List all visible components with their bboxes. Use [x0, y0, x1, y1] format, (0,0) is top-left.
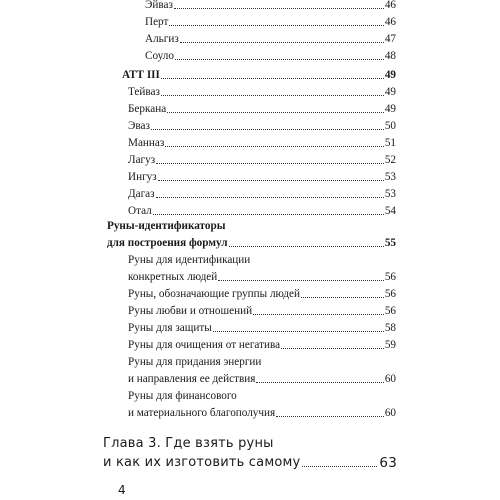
toc-leader [256, 382, 383, 383]
toc-leader [213, 331, 384, 332]
toc-leader [151, 129, 384, 130]
toc-leader [276, 416, 384, 417]
toc-entry-page: 60 [384, 373, 396, 385]
toc-leader [218, 280, 384, 281]
toc-leader [301, 297, 384, 298]
chapter-page: 63 [379, 455, 397, 471]
toc-leader [165, 146, 384, 147]
chapter-title-line2: и как их изготовить самому [103, 455, 301, 470]
toc-entry [128, 322, 396, 335]
toc-entry-title: Тейваз [128, 86, 160, 98]
toc-leader [158, 180, 384, 181]
toc-leader [253, 314, 384, 315]
toc-entry-title: Манназ [128, 137, 165, 149]
toc-chapter-3 [103, 436, 397, 471]
chapter-title-row [103, 455, 397, 471]
toc-section-att-iii [122, 69, 396, 82]
toc-entry-title: Руны любви и отношений [128, 305, 253, 317]
toc-entry-page: 58 [384, 322, 396, 334]
toc-entry-title: и материального благополучия [128, 407, 276, 419]
toc-entry-title: Беркана [128, 103, 167, 115]
toc-entry-page: 50 [384, 120, 396, 132]
toc-entry [128, 339, 396, 352]
toc-entry [128, 86, 396, 99]
toc-entry-title: Соуло [145, 50, 174, 62]
toc-entry-title: Альгиз [145, 33, 179, 45]
toc-entry-page: 53 [384, 171, 396, 183]
toc-entry [128, 188, 396, 201]
toc-entry [145, 33, 396, 46]
toc-entry-title: Лагуз [128, 154, 156, 166]
toc-entry [107, 237, 396, 250]
toc-leader [161, 95, 384, 96]
toc-entry-page: 55 [384, 237, 396, 249]
toc-entry-page: 54 [384, 205, 396, 217]
toc-entry-title: Руны для защиты [128, 322, 212, 334]
toc-entry [128, 205, 396, 218]
toc-leader [161, 78, 384, 79]
toc-entry-page: 59 [384, 339, 396, 351]
toc-entry-title: Дагаз [128, 188, 155, 200]
toc-entry-title: и направления ее действия [128, 373, 256, 385]
toc-entry [128, 373, 396, 386]
toc-entry-page: 48 [384, 50, 396, 62]
chapter-title-line1: Глава 3. Где взять руны [103, 436, 274, 451]
toc-entry-title: Руны для финансового [128, 390, 237, 402]
toc-leader [174, 8, 384, 9]
toc-entry-page: 53 [384, 188, 396, 200]
toc-entry-title: Эваз [128, 120, 150, 132]
toc-entry [128, 407, 396, 420]
toc-entry-title: для построения формул [107, 237, 228, 249]
toc-entry-title: Руны, обозначающие группы людей [128, 288, 300, 300]
page-number: 4 [118, 483, 126, 497]
toc-entry-page: 51 [384, 137, 396, 149]
toc-entry-page: 56 [384, 288, 396, 300]
toc-entry [128, 305, 396, 318]
toc-entry-page: 49 [384, 86, 396, 98]
toc-entry-page: 52 [384, 154, 396, 166]
toc-section-rune-identifiers: Руны-идентификаторы [107, 220, 226, 232]
toc-entry-page: 60 [384, 407, 396, 419]
toc-entry-title: Руны для очищения от негатива [128, 339, 281, 351]
toc-entry-title: Эйваз [145, 0, 173, 11]
toc-entry-page: 46 [384, 0, 396, 11]
toc-leader [229, 246, 384, 247]
toc-leader [175, 59, 384, 60]
toc-entry-page: 47 [384, 33, 396, 45]
toc-entry-title: Отал [128, 205, 152, 217]
toc-leader [156, 163, 384, 164]
toc-entry-page: 49 [384, 69, 396, 81]
toc-entry [128, 137, 396, 150]
toc-entry-title: Руны для придания энергии [128, 356, 262, 368]
toc-leader [156, 197, 384, 198]
toc-entry-title: Перт [145, 16, 169, 28]
toc-leader [153, 214, 384, 215]
toc-entry [145, 0, 396, 12]
toc-entry-title: Руны для идентификации [128, 254, 251, 266]
toc-entry [145, 16, 396, 29]
toc-entry [128, 271, 396, 284]
toc-entry [128, 103, 396, 116]
toc-entry [128, 154, 396, 167]
toc-entry-page: 49 [384, 103, 396, 115]
toc-entry-page: 46 [384, 16, 396, 28]
toc-entry-title: конкретных людей [128, 271, 218, 283]
toc-leader [169, 25, 383, 26]
toc-entry-page: 56 [384, 271, 396, 283]
toc-entry [128, 120, 396, 133]
toc-leader [167, 112, 384, 113]
toc-entry [145, 50, 396, 63]
toc-entry-title: АТТ III [122, 69, 160, 81]
toc-entry-title: Ингуз [128, 171, 157, 183]
toc-leader [281, 348, 384, 349]
toc-entry [128, 288, 396, 301]
toc-entry-page: 56 [384, 305, 396, 317]
toc-entry [128, 171, 396, 184]
toc-leader [302, 466, 377, 467]
toc-leader [180, 42, 384, 43]
